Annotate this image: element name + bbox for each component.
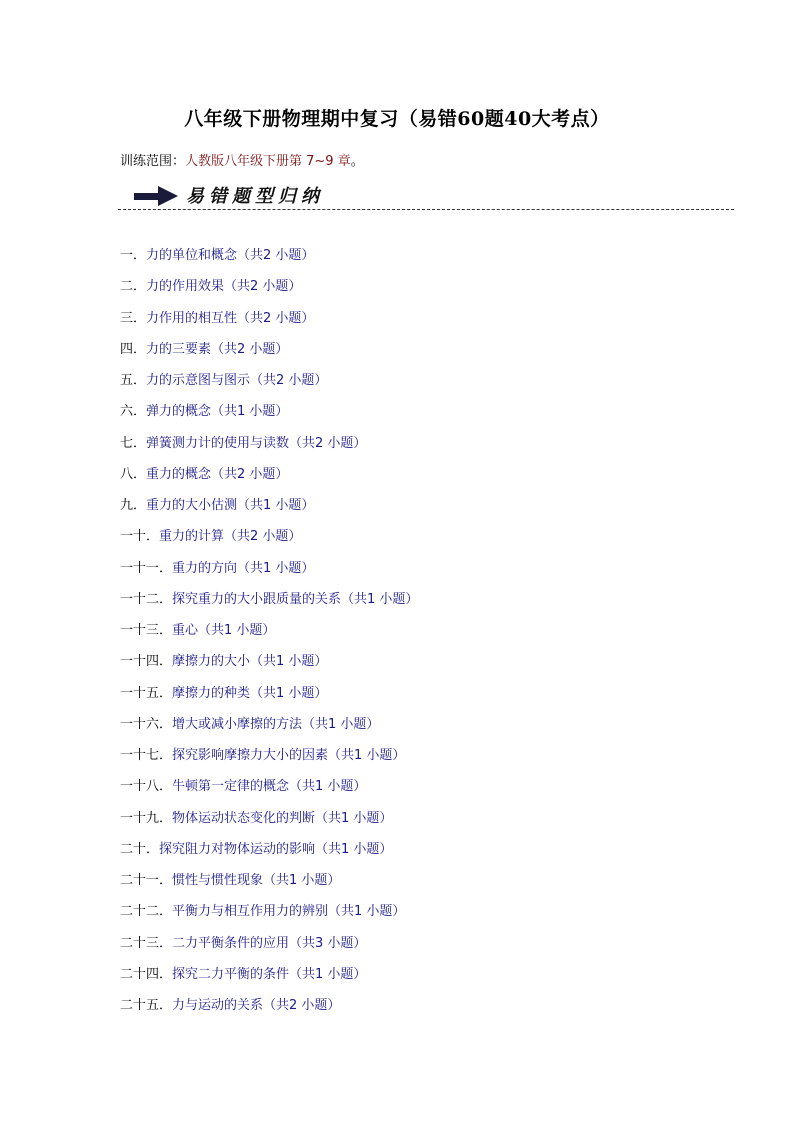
topic-text: 重力的计算（共2 小题）	[159, 529, 302, 545]
topic-text: 牛顿第一定律的概念（共1 小题）	[172, 779, 367, 795]
section-banner	[118, 180, 738, 214]
training-scope-label: 训练范围：	[120, 154, 186, 169]
topic-item	[120, 559, 418, 590]
section-divider	[118, 209, 734, 210]
topic-item	[120, 277, 418, 308]
arrow-right-icon	[134, 186, 178, 206]
section-banner-title: 易错题型归纳	[186, 186, 324, 207]
topic-item	[120, 902, 418, 933]
topic-item	[120, 809, 418, 840]
topic-text: 探究阻力对物体运动的影响（共1 小题）	[159, 841, 393, 857]
topic-text: 二力平衡条件的应用（共3 小题）	[172, 935, 367, 951]
topic-number: 一十一．	[120, 560, 173, 576]
topic-number: 六．	[120, 404, 147, 420]
topic-number: 一十．	[120, 529, 160, 545]
topic-text: 平衡力与相互作用力的辨别（共1 小题）	[172, 904, 406, 920]
topic-number: 一十七．	[120, 748, 173, 763]
topic-number: 八．	[120, 466, 147, 482]
topic-text: 探究二力平衡的条件（共1 小题）	[172, 966, 367, 982]
topic-number: 三．	[120, 310, 147, 326]
topic-number: 一十九．	[120, 810, 173, 826]
topic-text: 弹簧测力计的使用与读数（共2 小题）	[146, 435, 367, 451]
topic-item	[120, 621, 418, 652]
topic-text: 重心（共1 小题）	[172, 623, 276, 638]
topic-text: 力的三要素（共2 小题）	[146, 341, 289, 357]
topic-number: 一十八．	[120, 779, 173, 795]
topic-text: 力作用的相互性（共2 小题）	[146, 310, 315, 326]
topic-number: 一十二．	[120, 591, 173, 607]
topic-number: 二．	[120, 279, 147, 295]
topic-item	[120, 590, 418, 621]
topic-text: 摩擦力的大小（共1 小题）	[172, 654, 328, 670]
topic-item	[120, 934, 418, 965]
topic-item	[120, 340, 418, 371]
topic-item	[120, 746, 418, 777]
topic-number: 九．	[120, 498, 147, 513]
topic-text: 物体运动状态变化的判断（共1 小题）	[172, 810, 393, 826]
topic-item	[120, 402, 418, 433]
topic-text: 探究重力的大小跟质量的关系（共1 小题）	[172, 591, 419, 607]
training-scope-end: 。	[350, 154, 364, 169]
topic-item	[120, 965, 418, 996]
topic-text: 重力的大小估测（共1 小题）	[146, 498, 315, 513]
topic-list	[120, 246, 418, 1027]
topic-number: 一十五．	[120, 685, 173, 701]
topic-item	[120, 996, 418, 1027]
topic-text: 力的单位和概念（共2 小题）	[146, 248, 315, 263]
topic-number: 二十．	[120, 841, 160, 857]
topic-item	[120, 309, 418, 340]
topic-text: 重力的方向（共1 小题）	[172, 560, 315, 576]
topic-number: 四．	[120, 341, 147, 357]
topic-item	[120, 684, 418, 715]
topic-number: 七．	[120, 435, 147, 451]
topic-item	[120, 871, 418, 902]
topic-text: 力的作用效果（共2 小题）	[146, 279, 302, 295]
topic-item	[120, 246, 418, 277]
page-title: 八年级下册物理期中复习（易错60题40大考点）	[184, 108, 610, 130]
training-scope	[120, 150, 364, 169]
topic-text: 力的示意图与图示（共2 小题）	[146, 373, 328, 388]
topic-text: 惯性与惯性现象（共1 小题）	[172, 873, 341, 888]
training-scope-value: 人教版八年级下册第 7~9 章	[185, 154, 351, 169]
topic-number: 二十二．	[120, 904, 173, 920]
topic-text: 力与运动的关系（共2 小题）	[172, 998, 341, 1013]
topic-text: 重力的概念（共2 小题）	[146, 466, 289, 482]
topic-number: 一．	[120, 248, 147, 263]
topic-text: 探究影响摩擦力大小的因素（共1 小题）	[172, 748, 406, 763]
topic-number: 一十六．	[120, 716, 173, 732]
topic-number: 一十四．	[120, 654, 173, 670]
topic-item	[120, 527, 418, 558]
topic-item	[120, 371, 418, 402]
topic-number: 二十一．	[120, 873, 173, 888]
topic-item	[120, 840, 418, 871]
topic-number: 二十五．	[120, 998, 173, 1013]
topic-item	[120, 496, 418, 527]
topic-text: 摩擦力的种类（共1 小题）	[172, 685, 328, 701]
topic-text: 增大或减小摩擦的方法（共1 小题）	[172, 716, 380, 732]
topic-item	[120, 434, 418, 465]
topic-number: 二十四．	[120, 966, 173, 982]
topic-number: 一十三．	[120, 623, 173, 638]
topic-number: 二十三．	[120, 935, 173, 951]
topic-number: 五．	[120, 373, 147, 388]
topic-item	[120, 465, 418, 496]
topic-item	[120, 715, 418, 746]
topic-item	[120, 777, 418, 808]
topic-item	[120, 652, 418, 683]
topic-text: 弹力的概念（共1 小题）	[146, 404, 289, 420]
